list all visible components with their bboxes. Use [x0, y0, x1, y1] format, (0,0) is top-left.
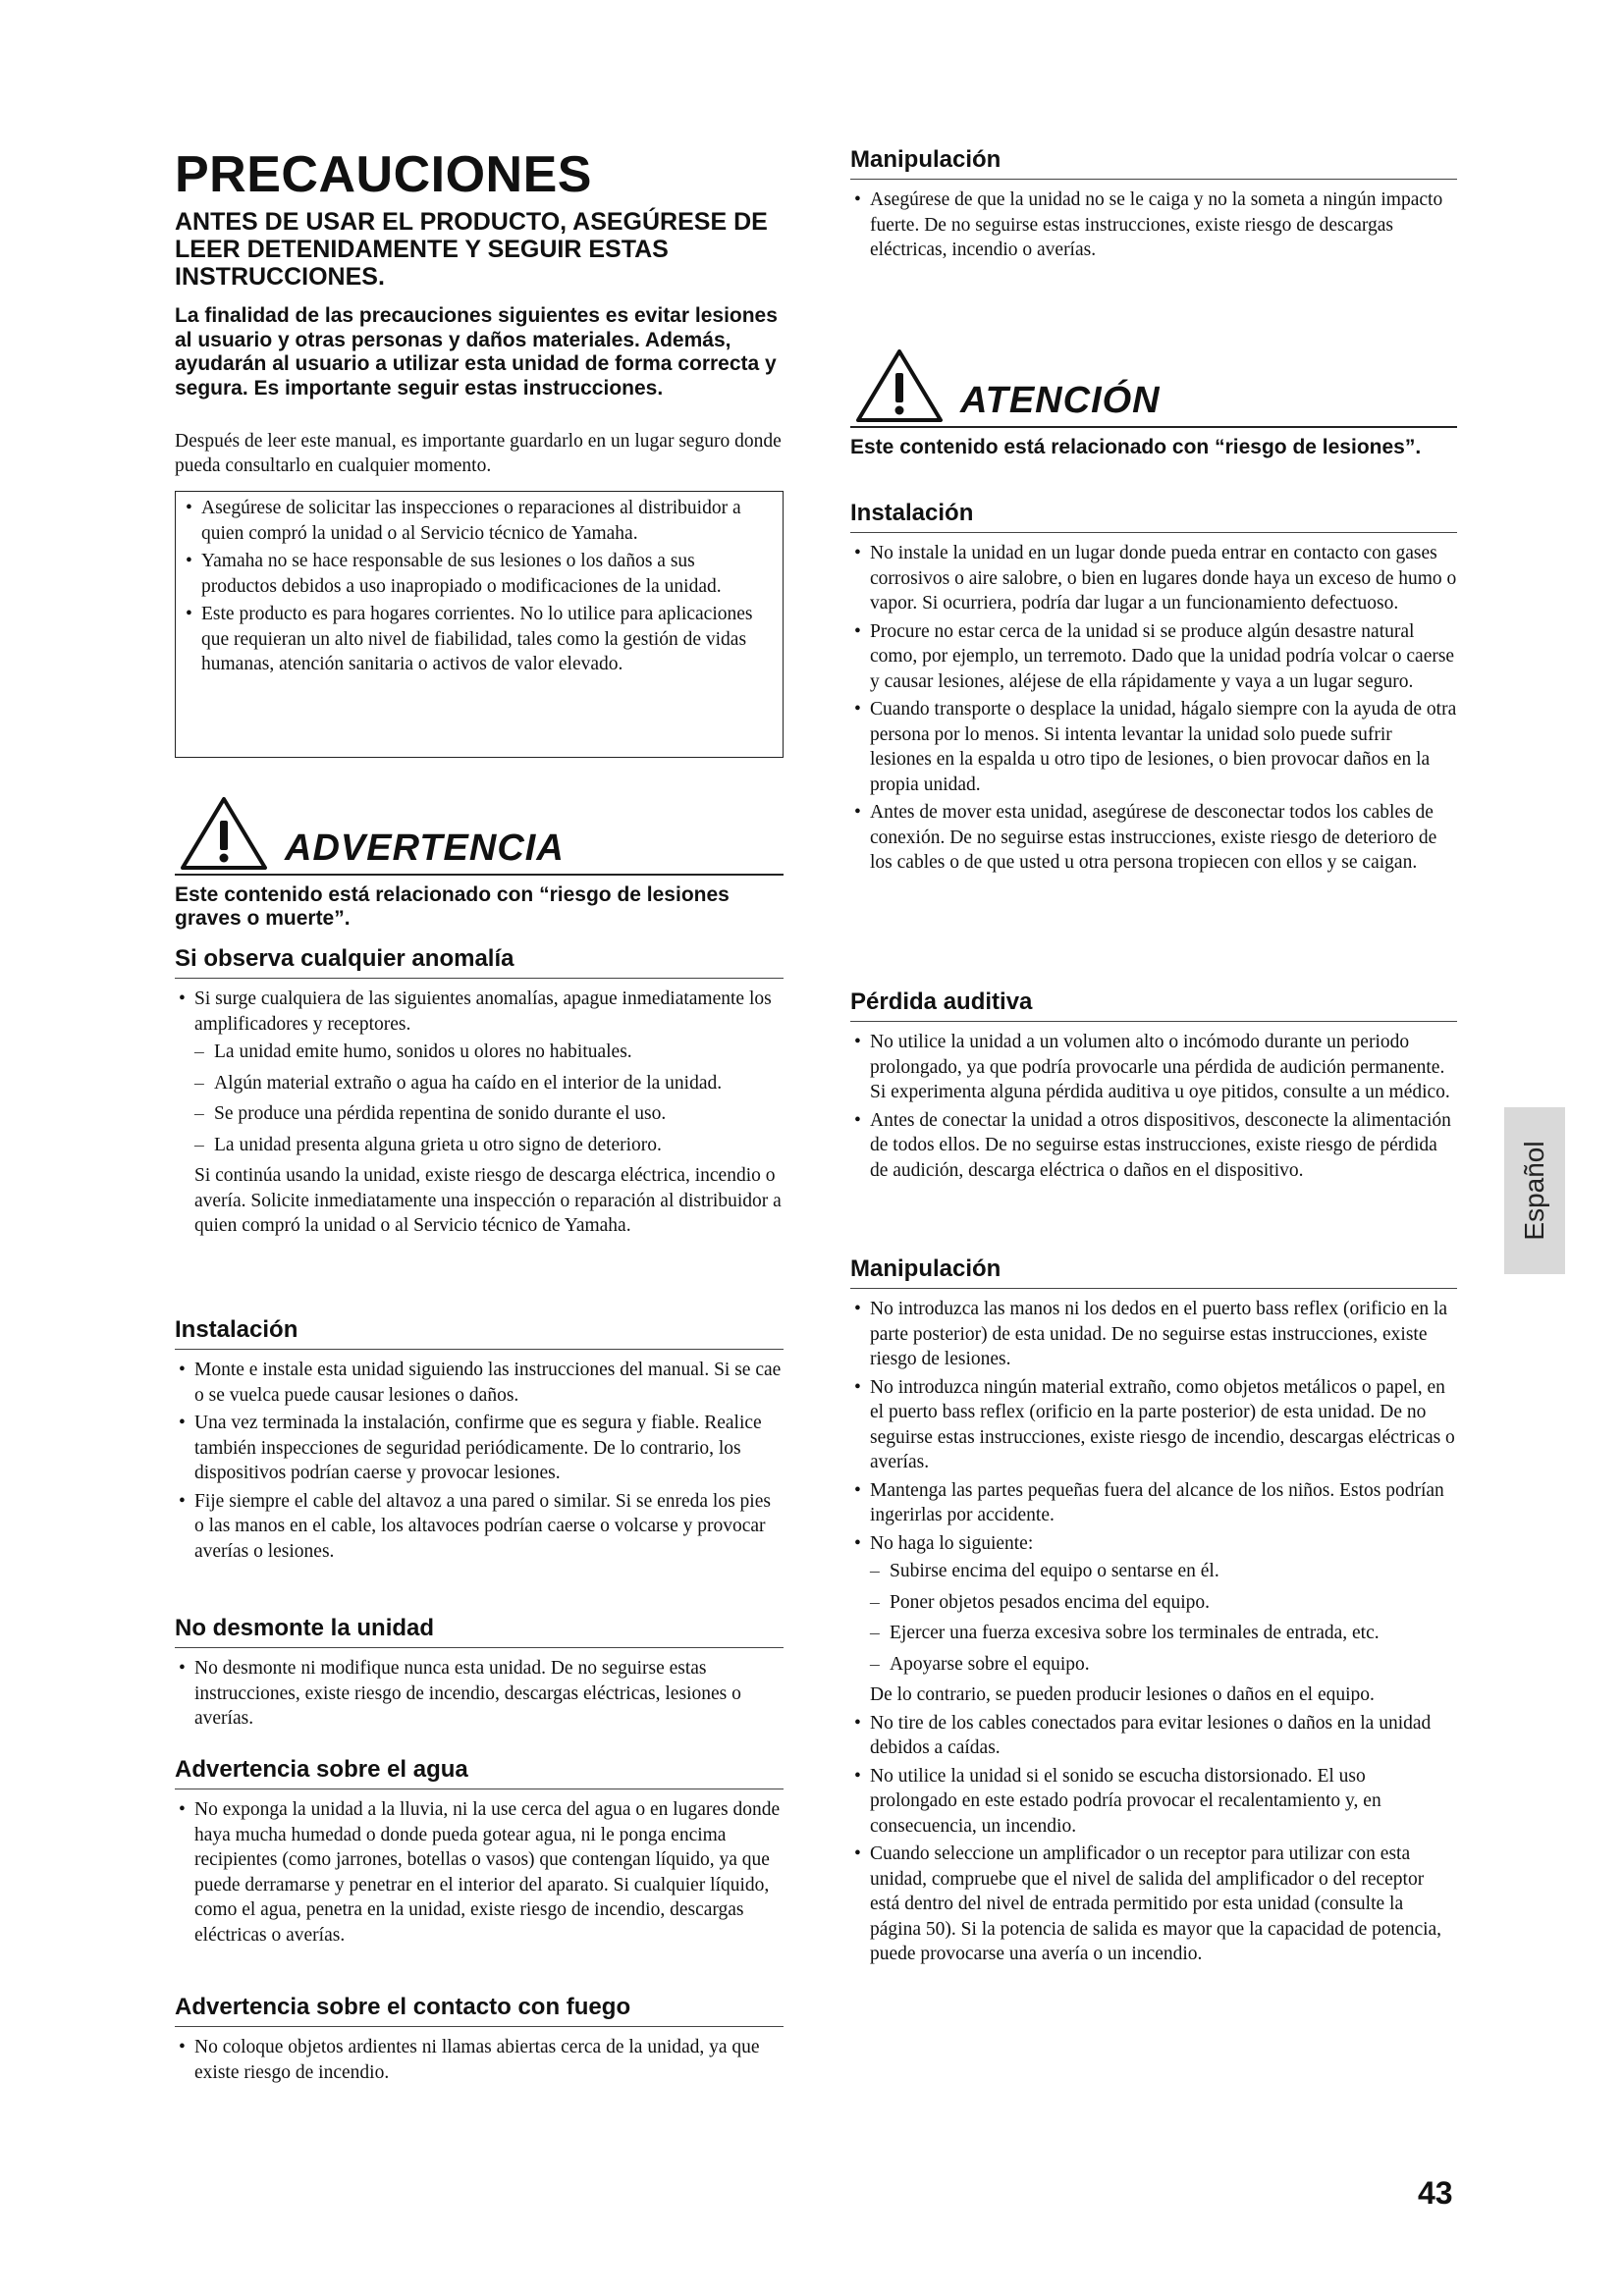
- hearing-list: [850, 1030, 1457, 1183]
- handling1-list: [850, 187, 1457, 263]
- section-installation-right: [850, 499, 1457, 879]
- anomaly-text: Si surge cualquiera de las siguientes anomalías, apague inmediatamente los amplificadores y receptores.: [194, 988, 772, 1035]
- fire-item: • No coloque objetos ardientes ni llamas abiertas cerca de la unidad, ya que existe riesgo de incendio.: [175, 2035, 784, 2085]
- installation-right-item: • No instale la unidad en un lugar donde pueda entrar en contacto con gases corrosivos o aire salobre, o bien en lugares donde haya un exceso de humo o vapor. Si ocurriera, podría dar lugar a un funcionamiento defectuoso.: [850, 541, 1457, 616]
- dont-note: De lo contrario, se pueden producir lesiones o daños en el equipo.: [870, 1684, 1375, 1705]
- section-heading: Manipulación: [850, 1255, 1457, 1289]
- section-hearing: [850, 988, 1457, 1186]
- water-list: [175, 1797, 784, 1948]
- anomaly-dash-item: – La unidad emite humo, sonidos u olores no habituales.: [194, 1040, 784, 1065]
- notice-item: • Yamaha no se hace responsable de sus lesiones o los daños a sus productos debidos a uso inapropiado o modificaciones de la unidad.: [182, 549, 771, 599]
- anomaly-dash-item: – La unidad presenta alguna grieta u otro signo de deterioro.: [194, 1133, 784, 1158]
- dont-dash-item: – Apoyarse sobre el equipo.: [870, 1652, 1457, 1678]
- disassemble-list: [175, 1656, 784, 1732]
- installation-item: • Fije siempre el cable del altavoz a una pared o similar. Si se enreda los pies o las manos en el cable, los altavoces podrían caerse o volcarse y provocar averías o lesiones.: [175, 1489, 784, 1565]
- anomaly-note: Si continúa usando la unidad, existe riesgo de descarga eléctrica, incendio o avería. Solicite inmediatamente una inspección o reparación al distribuidor a quien compró la unidad o al Servicio técnico de Yamaha.: [194, 1165, 782, 1236]
- water-item: • No exponga la unidad a la lluvia, ni la use cerca del agua o en lugares donde haya mucha humedad o donde pueda gotear agua, ni le ponga encima recipientes (como jarrones, botellas o vasos) que contengan líquido, ya que puede derramarse y penetrar en el interior del aparato. Si cualquier líquido, como el agua, penetra en la unidad, existe riesgo de incendio, descargas eléctricas o averías.: [175, 1797, 784, 1948]
- caution-word: ATENCIÓN: [960, 380, 1161, 421]
- page-title: PRECAUCIONES: [175, 146, 592, 203]
- handling2-item: • No introduzca ningún material extraño, como objetos metálicos o papel, en el puerto bass reflex (orificio en la parte posterior) de esta unidad. De no seguirse estas instrucciones, existe riesgo de incendio, descargas eléctricas o averías.: [850, 1375, 1457, 1475]
- intro-bold: La finalidad de las precauciones siguientes es evitar lesiones al usuario y otras personas y daños materiales. Además, ayudarán al usuario a utilizar esta unidad de forma correcta y segura. Es importante seguir estas instrucciones.: [175, 304, 778, 400]
- hearing-item: • Antes de conectar la unidad a otros dispositivos, desconecte la alimentación de todos ellos. De no seguirse estas instrucciones, existe riesgo de pérdida de audición, descarga eléctrica o daños en el dispositivo.: [850, 1108, 1457, 1184]
- section-heading: Advertencia sobre el agua: [175, 1755, 784, 1789]
- handling2-item: • No utilice la unidad si el sonido se escucha distorsionado. El uso prolongado en este estado podría provocar el recalentamiento y, en consecuencia, un incendio.: [850, 1764, 1457, 1840]
- anomaly-dash-item: – Algún material extraño o agua ha caído en el interior de la unidad.: [194, 1071, 784, 1096]
- anomaly-dash-list: [194, 1040, 784, 1157]
- notice-item: • Asegúrese de solicitar las inspecciones o reparaciones al distribuidor a quien compró la unidad o al Servicio técnico de Yamaha.: [182, 496, 771, 546]
- warning-header: [175, 793, 784, 872]
- dont-dash-item: – Ejercer una fuerza excesiva sobre los terminales de entrada, etc.: [870, 1621, 1457, 1646]
- installation-right-item: • Antes de mover esta unidad, asegúrese de desconectar todos los cables de conexión. De no seguirse estas instrucciones, existe riesgo de deterioro de los cables o de que usted u otra persona tropiecen con ellos y se caigan.: [850, 800, 1457, 876]
- warning-triangle-icon: [179, 793, 269, 872]
- page-number: 43: [1418, 2175, 1453, 2211]
- handling2-item: • Mantenga las partes pequeñas fuera del alcance de los niños. Estos podrían ingerirlas por accidente.: [850, 1478, 1457, 1528]
- caution-header: [850, 346, 1457, 424]
- handling2-list: [850, 1297, 1457, 1967]
- page-subtitle: ANTES DE USAR EL PRODUCTO, ASEGÚRESE DE LEER DETENIDAMENTE Y SEGUIR ESTAS INSTRUCCIONES.: [175, 208, 768, 291]
- dont-dash-item: – Poner objetos pesados encima del equipo.: [870, 1590, 1457, 1616]
- handling2-item: • No introduzca las manos ni los dedos en el puerto bass reflex (orificio en la parte posterior) de esta unidad. De no seguirse estas instrucciones, existe riesgo de lesiones.: [850, 1297, 1457, 1372]
- caution-block: [850, 346, 1457, 459]
- section-heading: Advertencia sobre el contacto con fuego: [175, 1993, 784, 2027]
- dont-intro: No haga lo siguiente:: [870, 1532, 1034, 1554]
- handling2-item: • No tire de los cables conectados para evitar lesiones o daños en la unidad debidos a caídas.: [850, 1711, 1457, 1761]
- anomaly-dash-item: – Se produce una pérdida repentina de sonido durante el uso.: [194, 1101, 784, 1127]
- notice-box: [175, 491, 784, 758]
- handling2-item: • Cuando seleccione un amplificador o un receptor para utilizar con esta unidad, compruebe que el nivel de salida del amplificador o del receptor está dentro del nivel de entrada permitido por esta unidad (consulte la página 50). Si la potencia de salida es mayor que la capacidad de potencia, puede provocarse una avería o un incendio.: [850, 1842, 1457, 1967]
- dont-dash-item: – Subirse encima del equipo o sentarse en él.: [870, 1559, 1457, 1584]
- section-fire: [175, 1993, 784, 2088]
- section-disassemble: [175, 1614, 784, 1735]
- dont-dash-list: [870, 1559, 1457, 1677]
- fire-list: [175, 2035, 784, 2085]
- warning-block: [175, 793, 784, 931]
- installation-list: [175, 1358, 784, 1564]
- section-heading: Instalación: [175, 1315, 784, 1350]
- intro-text: Después de leer este manual, es importante guardarlo en un lugar seguro donde pueda consultarlo en cualquier momento.: [175, 431, 782, 476]
- caution-note: Este contenido está relacionado con “riesgo de lesiones”.: [850, 436, 1422, 458]
- section-heading: Instalación: [850, 499, 1457, 533]
- notice-list: [182, 496, 771, 677]
- hearing-item: • No utilice la unidad a un volumen alto o incómodo durante un periodo prolongado, ya que podría provocarle una pérdida de audición permanente. Si experimenta alguna pérdida auditiva u oye pitidos, consulte a un médico.: [850, 1030, 1457, 1105]
- disassemble-item: • No desmonte ni modifique nunca esta unidad. De no seguirse estas instrucciones, existe riesgo de incendio, descargas eléctricas, lesiones o averías.: [175, 1656, 784, 1732]
- section-installation: [175, 1315, 784, 1567]
- installation-item: • Una vez terminada la instalación, confirme que es segura y fiable. Realice también inspecciones de seguridad periódicamente. De lo contrario, los dispositivos podrían caerse y provocar lesiones.: [175, 1411, 784, 1486]
- installation-right-item: • Procure no estar cerca de la unidad si se produce algún desastre natural como, por ejemplo, un terremoto. Dado que la unidad podría volcar o caerse y causar lesiones, aléjese de ella rápidamente y vaya a un lugar seguro.: [850, 619, 1457, 695]
- installation-right-item: • Cuando transporte o desplace la unidad, hágalo siempre con la ayuda de otra persona por lo menos. Si intenta levantar la unidad solo puede sufrir lesiones en la espalda u otro tipo de lesiones, o bien provocar daños en la propia unidad.: [850, 697, 1457, 797]
- warning-triangle-icon: [854, 346, 945, 424]
- section-heading: No desmonte la unidad: [175, 1614, 784, 1648]
- handling1-item: • Asegúrese de que la unidad no se le caiga y no la someta a ningún impacto fuerte. De no seguirse estas instrucciones, existe riesgo de descargas eléctricas, incendio o averías.: [850, 187, 1457, 263]
- anomaly-item: [175, 987, 784, 1239]
- section-heading: Manipulación: [850, 145, 1457, 180]
- notice-item: • Este producto es para hogares corrientes. No lo utilice para aplicaciones que requieran un alto nivel de fiabilidad, tales como la gestión de vidas humanas, atención sanitaria o activos de valor elevado.: [182, 602, 771, 677]
- section-anomaly: [175, 944, 784, 1242]
- section-handling-1: [850, 145, 1457, 266]
- language-tab-label: Español: [1519, 1141, 1549, 1241]
- section-heading: Si observa cualquier anomalía: [175, 944, 784, 979]
- installation-item: • Monte e instale esta unidad siguiendo las instrucciones del manual. Si se cae o se vuelca puede causar lesiones o daños.: [175, 1358, 784, 1408]
- section-handling-2: [850, 1255, 1457, 1970]
- handling2-item: [850, 1531, 1457, 1708]
- language-tab: [1504, 1107, 1565, 1274]
- warning-note: Este contenido está relacionado con “riesgo de lesiones graves o muerte”.: [175, 883, 730, 930]
- warning-rule: [175, 874, 784, 876]
- section-water: [175, 1755, 784, 1950]
- warning-word: ADVERTENCIA: [285, 828, 565, 869]
- installation-right-list: [850, 541, 1457, 876]
- anomaly-list: [175, 987, 784, 1239]
- caution-rule: [850, 426, 1457, 428]
- section-heading: Pérdida auditiva: [850, 988, 1457, 1022]
